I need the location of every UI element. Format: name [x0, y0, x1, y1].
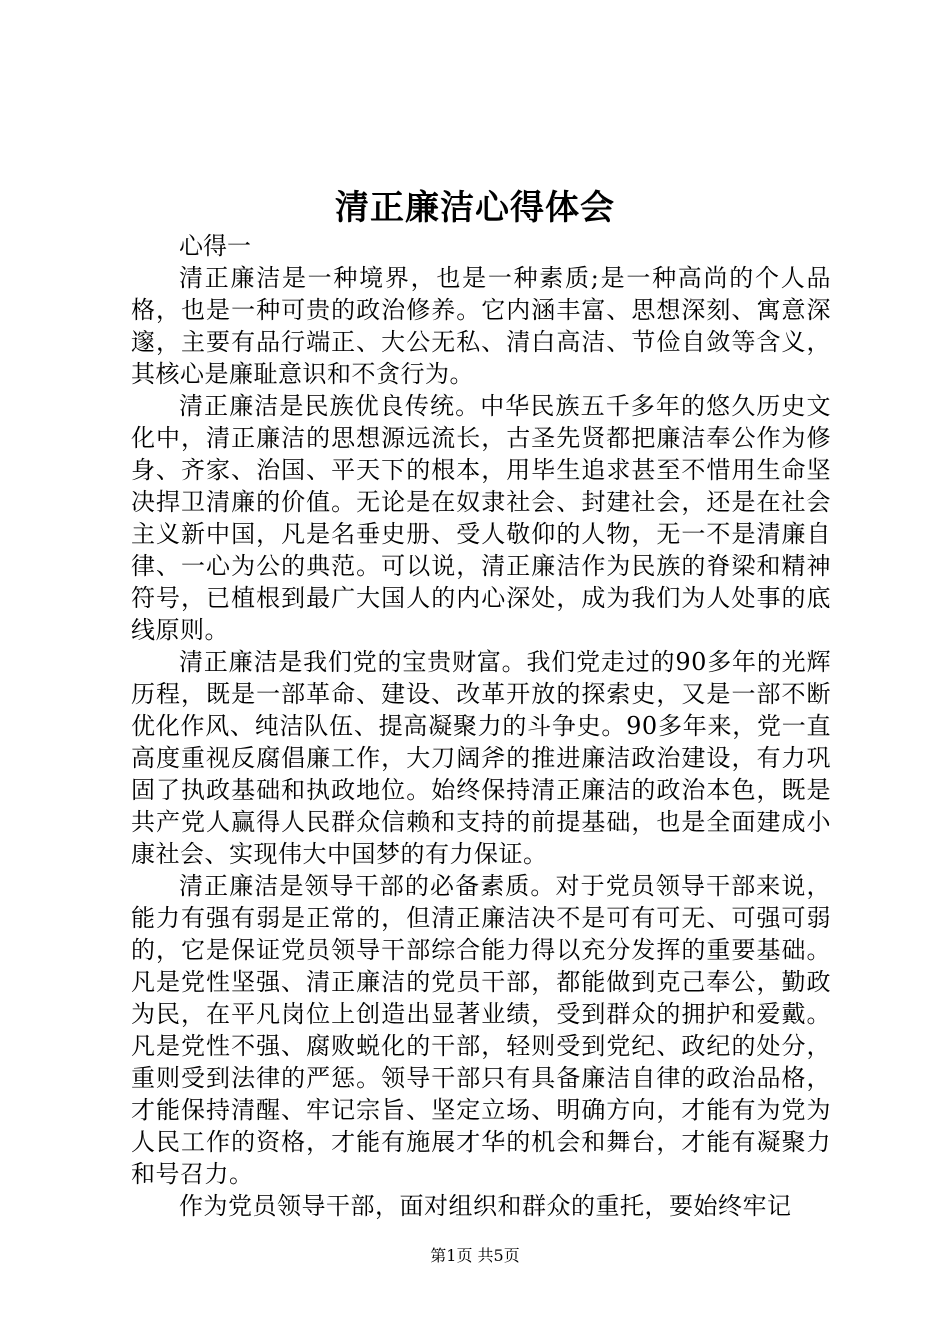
paragraph: 清正廉洁是民族优良传统。中华民族五千多年的悠久历史文化中，清正廉洁的思想源远流长，古圣先贤都把廉洁奉公作为修身、齐家、治国、平天下的根本，用毕生追求甚至不惜用生命坚决捍卫清廉的价值。无论是在奴隶社会、封建社会，还是在社会主义新中国，凡是名垂史册、受人敬仰的人物，无一不是清廉自律、一心为公的典范。可以说，清正廉洁作为民族的脊梁和精神符号，已植根到最广大国人的内心深处，成为我们为人处事的底线原则。: [131, 392, 831, 644]
paragraph: 清正廉洁是领导干部的必备素质。对于党员领导干部来说，能力有强有弱是正常的，但清正廉洁决不是可有可无、可强可弱的，它是保证党员领导干部综合能力得以充分发挥的重要基础。凡是党性坚强、清正廉洁的党员干部，都能做到克己奉公，勤政为民，在平凡岗位上创造出显著业绩，受到群众的拥护和爱戴。凡是党性不强、腐败蜕化的干部，轻则受到党纪、政纪的处分，重则受到法律的严惩。领导干部只有具备廉洁自律的政治品格，才能保持清醒、牢记宗旨、坚定立场、明确方向，才能有为党为人民工作的资格，才能有施展才华的机会和舞台，才能有凝聚力和号召力。: [131, 872, 831, 1188]
paragraph: 作为党员领导干部，面对组织和群众的重托，要始终牢记: [179, 1192, 792, 1220]
paragraph: 清正廉洁是一种境界，也是一种素质;是一种高尚的个人品格，也是一种可贵的政治修养。它内涵丰富、思想深刻、寓意深邃，主要有品行端正、大公无私、清白高洁、节俭自敛等含义，其核心是廉耻意识和不贪行为。: [131, 264, 831, 388]
page-footer: 第1页 共5页: [430, 1246, 520, 1265]
paragraph: 清正廉洁是我们党的宝贵财富。我们党走过的90多年的光辉历程，既是一部革命、建设、改革开放的探索史，又是一部不断优化作风、纯洁队伍、提高凝聚力的斗争史。90多年来，党一直高度重视反腐倡廉工作，大刀阔斧的推进廉洁政治建设，有力巩固了执政基础和执政地位。始终保持清正廉洁的政治本色，既是共产党人赢得人民群众信赖和支持的前提基础，也是全面建成小康社会、实现伟大中国梦的有力保证。: [131, 648, 831, 868]
document-title: 清正廉洁心得体会: [335, 188, 615, 228]
section-label: 心得一: [179, 232, 251, 260]
document-body: [131, 230, 831, 1222]
